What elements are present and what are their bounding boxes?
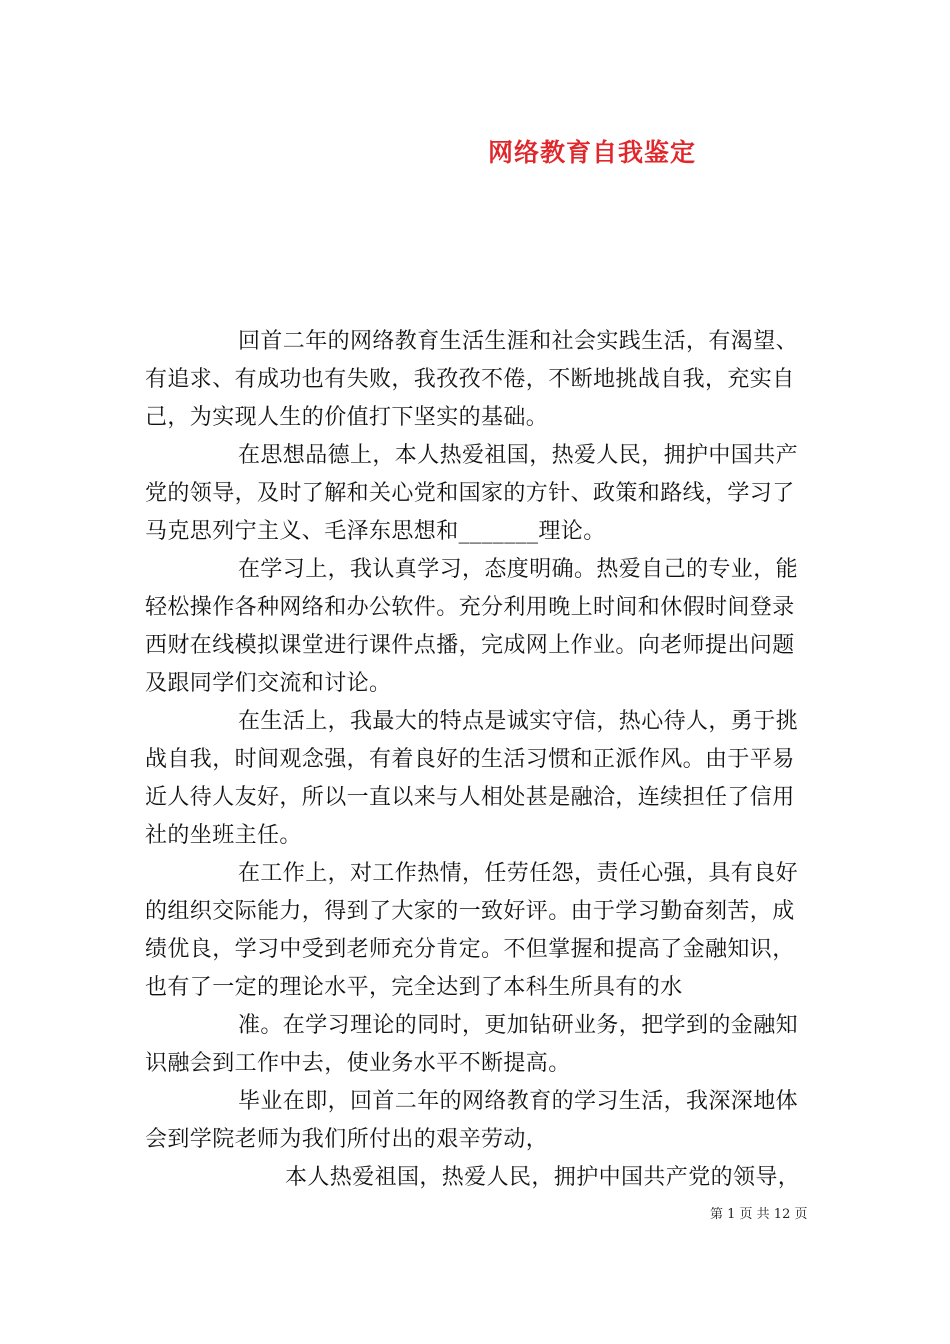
paragraph-line: 回首二年的网络教育生活生涯和社会实践生活，有渴望、	[238, 329, 799, 354]
paragraph-line: 准。在学习理论的同时，更加钻研业务，把学到的金融知	[238, 1013, 799, 1038]
paragraph-line: 党的领导，及时了解和关心党和国家的方针、政策和路线，学习了	[145, 481, 795, 506]
paragraph-line: 本人热爱祖国，热爱人民，拥护中国共产党的领导，	[285, 1165, 801, 1190]
document-title: 网络教育自我鉴定	[488, 138, 697, 167]
paragraph-line: 毕业在即，回首二年的网络教育的学习生活，我深深地体	[238, 1089, 799, 1114]
page-number: 第 1 页 共 12 页	[710, 1207, 808, 1222]
paragraph-line: 绩优良，学习中受到老师充分肯定。不但掌握和提高了金融知识，	[145, 937, 795, 962]
paragraph-line: 在思想品德上，本人热爱祖国，热爱人民，拥护中国共产	[238, 443, 799, 468]
paragraph-line: 己，为实现人生的价值打下坚实的基础。	[145, 405, 549, 430]
paragraph-line: 也有了一定的理论水平，完全达到了本科生所具有的水	[145, 975, 683, 1000]
paragraph-line: 及跟同学们交流和讨论。	[145, 671, 392, 696]
paragraph-line: 战自我，时间观念强，有着良好的生活习惯和正派作风。由于平易	[145, 747, 795, 772]
paragraph-line: 社的坐班主任。	[145, 823, 302, 848]
paragraph-line: 在学习上，我认真学习，态度明确。热爱自己的专业，能	[238, 557, 799, 582]
paragraph-line: 识融会到工作中去，使业务水平不断提高。	[145, 1051, 571, 1076]
paragraph-line: 在工作上，对工作热情，任劳任怨，责任心强，具有良好	[238, 861, 799, 886]
paragraph-line: 西财在线模拟课堂进行课件点播，完成网上作业。向老师提出问题	[145, 633, 795, 658]
paragraph-line: 在生活上，我最大的特点是诚实守信，热心待人，勇于挑	[238, 709, 799, 734]
paragraph-line: 马克思列宁主义、毛泽东思想和_______理论。	[145, 519, 606, 544]
paragraph-line: 轻松操作各种网络和办公软件。充分利用晚上时间和休假时间登录	[145, 595, 795, 620]
paragraph-line: 近人待人友好，所以一直以来与人相处甚是融洽，连续担任了信用	[145, 785, 795, 810]
paragraph-line: 的组织交际能力，得到了大家的一致好评。由于学习勤奋刻苦，成	[145, 899, 795, 924]
paragraph-line: 会到学院老师为我们所付出的艰辛劳动，	[145, 1127, 549, 1152]
paragraph-line: 有追求、有成功也有失败，我孜孜不倦，不断地挑战自我，充实自	[145, 367, 795, 392]
